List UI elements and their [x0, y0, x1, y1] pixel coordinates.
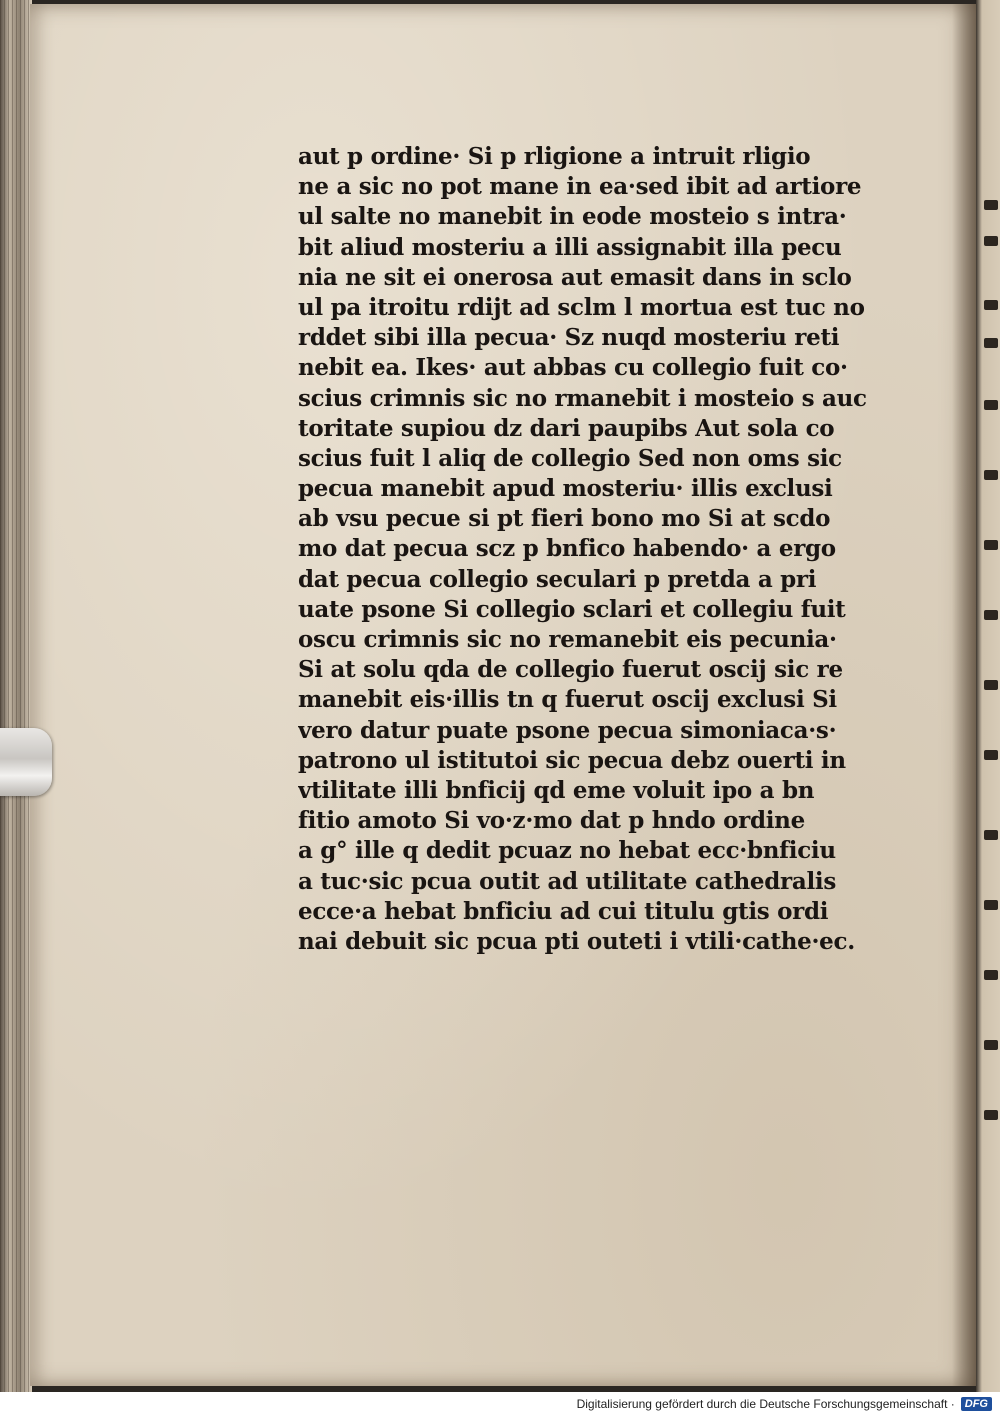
text-line: aut p ordine· Si p rligione a intruit rligio — [298, 143, 811, 170]
text-line: ne a sic no pot mane in ea·sed ibit ad artiore — [298, 173, 862, 201]
text-line: vero datur puate psone pecua simoniaca·s· — [298, 716, 837, 744]
digitization-footer — [0, 1392, 1000, 1416]
text-block — [298, 142, 888, 957]
text-line: vtilitate illi bnficij qd eme voluit ipo a bn — [298, 776, 815, 804]
text-line: ul pa itroitu rdijt ad sclm l mortua est tuc no — [298, 293, 865, 321]
text-line: rddet sibi illa pecua· Sz nuqd mosteriu reti — [298, 324, 840, 352]
page-clip-tab — [0, 728, 52, 796]
text-line: nia ne sit ei onerosa aut emasit dans in sclo — [298, 263, 852, 291]
text-line: uate psone Si collegio sclari et collegiu fuit — [298, 595, 846, 623]
text-line: scius fuit l aliq de collegio Sed non oms sic — [298, 444, 842, 472]
text-line: toritate supiou dz dari paupibs Aut sola co — [298, 414, 835, 442]
text-line: nebit ea. Ikes· aut abbas cu collegio fuit co· — [298, 354, 848, 382]
text-line: scius crimnis sic no rmanebit i mosteio s auc — [298, 384, 867, 412]
facing-page-sliver — [976, 0, 1000, 1392]
text-line: oscu crimnis sic no remanebit eis pecunia· — [298, 626, 837, 653]
text-line: pecua manebit apud mosteriu· illis exclusi — [298, 475, 833, 503]
text-line: ecce·a hebat bnficiu ad cui titulu gtis ordi — [298, 897, 829, 925]
text-line: ul salte no manebit in eode mosteio s intra· — [298, 203, 847, 231]
text-line: patrono ul istitutoi sic pecua debz ouerti in — [298, 746, 846, 774]
dfg-logo: DFG — [961, 1397, 992, 1411]
text-line: dat pecua collegio seculari p pretda a pri — [298, 565, 817, 593]
text-line: ab vsu pecue si pt fieri bono mo Si at scdo — [298, 505, 831, 533]
left-page-edges — [0, 0, 32, 1392]
page-gutter-shadow — [952, 4, 976, 1386]
text-line: mo dat pecua scz p bnfico habendo· a ergo — [298, 535, 836, 563]
text-line: Si at solu qda de collegio fuerut oscij sic re — [298, 656, 843, 684]
funding-credit: Digitalisierung gefördert durch die Deutsche Forschungsgemeinschaft · — [576, 1397, 955, 1411]
text-line: a tuc·sic pcua outit ad utilitate cathedralis — [298, 867, 836, 895]
text-line: manebit eis·illis tn q fuerut oscij exclusi Si — [298, 686, 837, 714]
text-line: a g° ille q dedit pcuaz no hebat ecc·bnficiu — [298, 837, 836, 865]
text-line: fitio amoto Si vo·z·mo dat p hndo ordine — [298, 807, 805, 835]
text-line: bit aliud mosteriu a illi assignabit illa pecu — [298, 233, 842, 261]
text-line: nai debuit sic pcua pti outeti i vtili·cathe·ec. — [298, 927, 855, 955]
